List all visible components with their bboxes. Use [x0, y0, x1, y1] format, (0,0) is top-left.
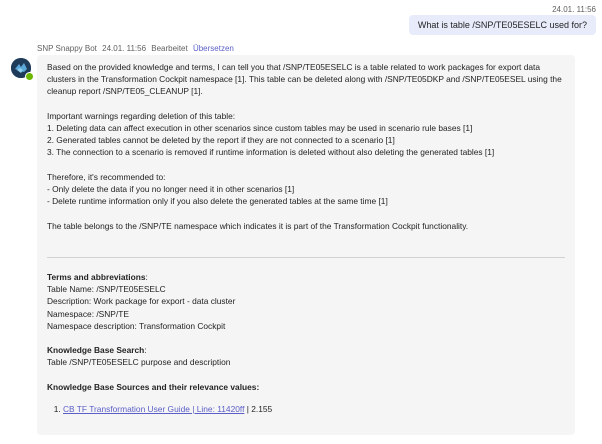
bot-sender-name[interactable]: SNP Snappy Bot — [37, 44, 97, 53]
kb-search-heading: Knowledge Base Search: — [47, 345, 147, 356]
term-item: Table Name: /SNP/TE05ESELC — [47, 284, 166, 295]
edited-label: Bearbeitet — [151, 44, 188, 53]
warning-item: 1. Deleting data can affect execution in other scenarios since custom tables may be used in scenario rule bases [1] — [47, 123, 473, 133]
term-item: Description: Work package for export - data cluster — [47, 296, 236, 307]
kb-source-link[interactable]: CB TF Transformation User Guide | Line: 11420ff — [63, 403, 245, 414]
answer-intro: Based on the provided knowledge and terms, I can tell you that /SNP/TE05ESELC is a table related to work packages for export data clusters in the Transformation Cockpit namespace [1]. This table can be deleted along with /SNP/TE05DKP and /SNP/TE05ESEL using the cleanup report /SNP/TE05_CLEANUP [1]. — [47, 62, 562, 97]
translate-link[interactable]: Übersetzen — [192, 44, 234, 53]
kb-source-score: | 2.155 — [246, 403, 273, 414]
recommendation-item: - Delete runtime information only if you also delete the generated tables at the same time [1] — [47, 196, 388, 207]
recommend-heading: Therefore, it's recommended to: — [47, 171, 166, 182]
user-message-bubble[interactable]: What is table /SNP/TE05ESELC used for? — [409, 15, 596, 35]
warnings-heading: Important warnings regarding deletion of this table: — [47, 110, 236, 121]
section-divider — [47, 257, 565, 258]
bot-avatar[interactable] — [11, 58, 31, 78]
term-item: Namespace description: Transformation Cockpit — [47, 320, 226, 331]
bot-message-bubble — [37, 55, 575, 435]
bot-message-header — [37, 44, 237, 53]
term-item: Namespace: /SNP/TE — [47, 308, 129, 319]
kb-sources-list — [47, 403, 565, 415]
warning-item: 3. The connection to a scenario is removed if runtime information is deleted without also deleting the generated tables [1] — [47, 147, 495, 158]
kb-source-item — [63, 403, 565, 415]
user-message-timestamp: 24.01. 11:56 — [552, 5, 596, 14]
warning-item: 2. Generated tables cannot be deleted by the report if they are not connected to a scenario [1] — [47, 135, 395, 146]
presence-available-icon — [25, 72, 34, 81]
bot-message-timestamp: 24.01. 11:56 — [102, 44, 147, 53]
kb-sources-heading: Knowledge Base Sources and their relevance values: — [47, 381, 260, 392]
recommendation-item: - Only delete the data if you no longer need it in other scenarios [1] — [47, 184, 295, 194]
terms-heading: Terms and abbreviations: — [47, 271, 148, 282]
answer-closing: The table belongs to the /SNP/TE namespace which indicates it is part of the Transformation Cockpit functionality. — [47, 220, 469, 231]
kb-search-query: Table /SNP/TE05ESELC purpose and description — [47, 357, 231, 368]
